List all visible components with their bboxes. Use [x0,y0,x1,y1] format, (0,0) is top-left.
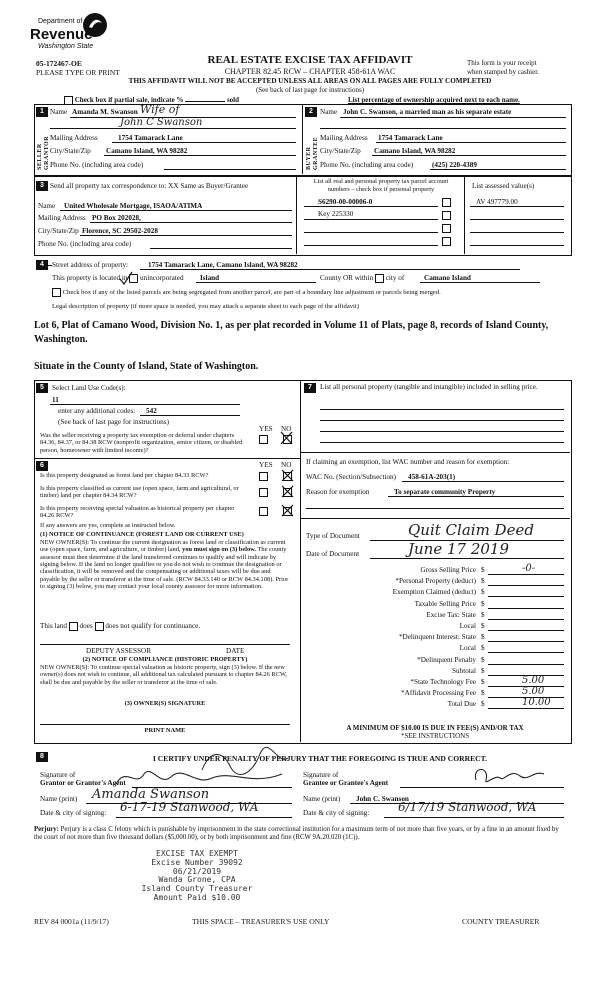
notice2-text: NEW OWNER(S): To continue special valuation as historic property, sign (3) below. If the new owner(s) does not wish to continue, all additional tax calculated pursuant to chapter 84.26 RCW, shall be due and payable by the seller or transferor at the time of sale. [40,664,287,686]
seller-name-hand2: John C Swanson [120,117,203,128]
stamp-line3: 06/21/2019 [172,866,222,876]
s6-q3-check-mark [281,504,295,518]
dept-line3: Washington State [38,43,94,50]
notice1-b: you must sign on (3) below. [182,546,257,554]
dept-line1: Department of [38,18,83,25]
s6-q1-yes[interactable] [259,472,268,481]
see-instructions: *SEE INSTRUCTIONS [400,732,470,740]
assessed-row-1[interactable]: AV 497779.00 [476,198,518,206]
doc-date-label: Date of Document [306,550,360,558]
perjury-text [34,826,564,842]
wac-label: WAC No. (Section/Subsection) [306,473,397,481]
if-yes-note: If any answers are yes, complete as instructed below. [40,522,176,529]
exemption-question: Was the seller receiving a property tax exemption or deferral under chapters 84.36, 84.37, or 84.38 RCW (nonprofit organization, senior citizen, or disabled person, homeowner with limited income)? [40,432,243,454]
section-1-number: 1 [36,107,48,117]
land-use-see-back: (See back of last page for instructions) [58,418,169,426]
exemption-claim-label: If claiming an exemption, list WAC number and reason for exemption: [306,458,510,466]
street-label: Street address of property: [52,261,129,269]
form-title: REAL ESTATE EXCISE TAX AFFIDAVIT [207,54,413,66]
fee-underline [488,708,564,709]
grantor-sig-label2: Grantor or Grantor's Agent [40,779,126,787]
s6-q3: Is this property receiving special valuation as historical property per chapter 84.26 RCW? [40,505,235,520]
reason-value[interactable]: To separate community Property [394,488,496,496]
fee-value[interactable]: 5.00 [522,686,545,698]
minimum-note: A MINIMUM OF $10.00 IS DUE IN FEE(S) AND/OR TAX [346,724,524,732]
s6-q1-check-mark [281,469,295,483]
section-8-number: 8 [36,752,48,762]
parcels-header2: numbers – check box if personal property [327,186,435,193]
land-use-label: Select Land Use Code(s): [52,384,126,392]
s6-no: NO [281,461,292,469]
tax-corr-city-value[interactable]: Florence, SC 29502-2028 [82,227,158,235]
grantee-name-print-label: Name (print) [303,795,341,803]
tax-corr-label: Send all property tax correspondence to: XX Same as Buyer/Grantee [50,182,249,190]
fee-currency: $ [481,599,485,608]
unincorporated-check-mark [119,272,133,286]
seller-city-label: City/State/Zip [50,147,91,155]
section-5-number: 5 [36,383,48,393]
doc-date-value[interactable]: June 17 2019 [408,540,510,558]
parcel-row-4-checkbox[interactable] [442,237,451,246]
assessed-header: List assessed value(s) [472,182,535,190]
grantee-signature [470,764,550,788]
ownership-note: List percentage of ownership acquired next to each name. [348,96,520,104]
grantor-name-print-label: Name (print) [40,795,78,803]
grantor-date-city-label: Date & city of signing: [40,809,107,817]
buyer-phone-value[interactable]: (425) 220-4389 [432,161,477,169]
s5-yes: YES [259,425,273,433]
revenue-logo [30,12,110,52]
city-of-checkbox[interactable] [375,274,384,283]
fee-currency: $ [481,622,485,630]
tax-corr-name-label: Name [38,202,56,210]
footer-treasurer: COUNTY TREASURER [462,917,540,926]
fee-underline [488,596,564,597]
this-land-row [40,622,200,631]
notice1-c: The county assessor must then determine if the land transferred continues to qualify and will indicate by signing below. If the land no longer qualifies or you do not wish to continue the designation or classification, it will be removed and the compensating or additional taxes will be due and payable by the seller or transferor at the time of sale. (RCW 84.33.140 or RCW 84.34.108). Prior to signing (3) below, you may contact your local county assessor for more information. [40,546,289,591]
doc-type-value[interactable]: Quit Claim Deed [408,521,534,539]
situate-text: Situate in the County of Island, State of Washington. [34,361,259,372]
s5-no: NO [281,425,292,433]
parcel-row-1-checkbox[interactable] [442,198,451,207]
buyer-name-label: Name [320,108,338,116]
personal-property-label: List all personal property (tangible and intangible) included in selling price. [320,383,538,391]
fee-currency: $ [481,678,485,686]
parcel-row-1[interactable]: S6290-00-00006-0 [318,198,373,206]
notice2-title: (2) NOTICE OF COMPLIANCE (HISTORIC PROPERTY) [82,656,248,663]
fee-label: Gross Selling Price [420,566,476,574]
parcel-row-2[interactable]: Key 225330 [318,210,354,218]
unincorporated-label: unincorporated [140,274,184,283]
owner-signature-label: (3) OWNER(S) SIGNATURE [124,700,206,707]
seller-phone-label: Phone No. (including area code) [50,161,144,169]
fee-label: Taxable Selling Price [414,599,476,608]
s6-q2-check-mark [281,485,295,499]
stamp-line6: Amount Paid $10.00 [153,892,241,902]
form-code: 05-172467-OE [36,59,82,68]
additional-codes-value[interactable]: 542 [146,407,157,415]
does-not-checkbox[interactable] [95,622,104,631]
does-label: does [79,622,93,631]
tax-corr-mailing-label: Mailing Address [38,214,86,222]
grantee-date-city-label: Date & city of signing: [303,809,370,817]
parcels-header1: List all real and personal property tax parcel account [313,178,449,185]
s5-no-check-mark [280,430,294,446]
buyer-mailing-label: Mailing Address [320,134,368,142]
fee-label: *Personal Property (deduct) [395,577,476,586]
located-row [52,274,184,283]
form-warning: THIS AFFIDAVIT WILL NOT BE ACCEPTED UNLESS ALL AREAS ON ALL PAGES ARE FULLY COMPLETED [128,77,492,85]
county-or-row [320,274,404,283]
fee-underline [488,608,564,609]
buyer-city-label: City/State/Zip [320,147,361,155]
buyer-city-value[interactable]: Camano Island, WA 98282 [374,147,456,155]
grantor-date-city-value[interactable]: 6-17-19 Stanwood, WA [120,800,259,814]
doc-type-label: Type of Document [306,532,360,540]
located-label: This property is located in [52,274,128,283]
seller-name-hand: Wife of [140,103,180,116]
grantee-sig-label1: Signature of [303,771,339,779]
tax-corr-phone-label: Phone No. (including area code) [38,240,132,248]
s6-q2: Is this property classified as current use (open space, farm and agricultural, or timber) land per chapter 84.34 RCW? [40,485,239,500]
fee-value[interactable]: -0- [522,563,536,574]
land-use-code[interactable]: 11 [52,396,59,404]
grantee-name-print-value[interactable]: John C. Swanson [356,795,409,803]
fee-label: Total Due [447,700,476,709]
perjury-body: Perjury is a class C felony which is punishable by imprisonment in the state correctional institution for a maximum term of not more than five years, or by a fine in an amount fixed by the court of not more than five thousand dollars ($5,000.00), or by both imprisonment and fine (RCW 9A.20.020 (1C)). [34,826,559,841]
additional-codes-label: enter any additional codes: [58,407,136,415]
footer-space: THIS SPACE – TREASURER'S USE ONLY [192,917,330,926]
parcel-row-2-checkbox[interactable] [442,211,451,220]
seller-mailing-label: Mailing Address [50,134,98,142]
fee-underline [488,574,564,575]
fee-value[interactable]: 5.00 [522,675,545,686]
fee-label: Local [459,644,476,653]
reason-label: Reason for exemption [306,488,370,496]
tax-corr-mailing-value[interactable]: PO Box 202028, [92,214,141,222]
section-6-number: 6 [36,461,48,471]
s5-yes-checkbox[interactable] [259,435,268,444]
street-value[interactable]: 1754 Tamarack Lane, Camano Island, WA 98282 [148,261,298,269]
s6-yes: YES [259,461,273,469]
partial-sale-sold: sold [226,96,240,105]
fee-value[interactable]: 10.00 [522,697,551,709]
fee-label: *Delinquent Penalty [417,655,476,664]
does-not-label: does not qualify for continuance. [105,622,201,631]
buyer-phone-label: Phone No. (including area code) [320,161,414,169]
perjury-label: Perjury: [34,826,59,833]
stamp-line4: Wanda Grone, CPA [158,875,236,885]
certify-text: I CERTIFY UNDER PENALTY OF PERJURY THAT THE FOREGOING IS TRUE AND CORRECT. [152,754,488,763]
notice1-a: NEW OWNER(S): To continue the current designation as forest land or classification as current use (open space, farm, and agriculture, or timber) land, [40,539,286,554]
fee-currency: $ [481,655,485,664]
parcel-row-3-checkbox[interactable] [442,224,451,233]
fee-currency: $ [481,666,485,675]
seller-name-label: Name [50,108,68,116]
dept-line2: Revenue [30,26,93,43]
grantor-sig-label1: Signature of [40,771,76,779]
this-land-label: This land [40,622,67,631]
grantee-date-city-value[interactable]: 6/17/19 Stanwood, WA [398,800,537,814]
notice1-text [40,539,290,591]
fee-underline [488,664,564,665]
section-7-number: 7 [304,383,316,393]
seller-side-label: SELLER GRANTOR [37,135,50,170]
grantor-name-print-value[interactable]: Amanda Swanson [92,787,210,802]
stamp-line5: Island County Treasurer [141,884,253,894]
partial-sale-label: Check box if partial sale, indicate % [74,96,184,105]
fee-label: *Affidavit Processing Fee [401,689,476,698]
notice1-title: (1) NOTICE OF CONTINUANCE (FOREST LAND OR CURRENT USE) [40,531,244,538]
tax-corr-name-value[interactable]: United Wholesale Mortgage, ISAOA/ATIMA [64,202,203,210]
legal-description: Lot 6, Plat of Camano Wood, Division No. 1, as per plat recorded in Volume 11 of Plats, page 8, records of Island County, Washington. [34,320,549,345]
county-or-label: County OR within [320,274,374,283]
fee-currency: $ [481,588,485,597]
city-value[interactable]: Camano Island [424,274,471,282]
fee-label: Excise Tax: State [426,610,476,619]
grantee-sig-label2: Grantee or Grantee's Agent [303,779,389,787]
buyer-side-label: BUYER GRANTEE [306,136,319,170]
fee-currency: $ [481,566,485,574]
tax-corr-city-label: City/State/Zip [38,227,79,235]
buyer-mailing-value[interactable]: 1754 Tamarack Lane [378,134,443,142]
treasurer-stamp [122,850,272,903]
receipt-note1: This form is your receipt [467,59,537,67]
fee-underline [488,585,564,586]
form-chapter: CHAPTER 82.45 RCW – CHAPTER 458-61A WAC [224,67,396,76]
form-see-back: (See back of last page for instructions) [255,86,365,94]
segregated-label: Check box if any of the listed parcels are being segregated from another parcel, are part of a boundary line adjustment or parcels being merged. [62,289,441,297]
legal-label: Legal description of property (if more space is needed, you may attach a separate sheet to each page of the affidavit) [52,303,359,310]
seller-mailing-value[interactable]: 1754 Tamarack Lane [118,134,183,142]
fee-label: *State Technology Fee [410,678,476,686]
fee-currency: $ [481,689,485,698]
fee-currency: $ [481,700,485,709]
stamp-line1: EXCISE TAX EXEMPT [156,849,238,858]
city-of-label: city of [385,274,405,283]
s6-q3-yes[interactable] [259,507,268,516]
does-checkbox[interactable] [69,622,78,631]
buyer-name-value[interactable]: John C. Swanson, a married man as his separate estate [343,108,512,116]
fee-currency: $ [481,644,485,653]
fee-label: Local [459,622,476,630]
county-value[interactable]: Island [200,274,220,282]
section-4-number: 4 [36,260,48,270]
fee-label: Subtotal [452,666,476,675]
please-type: PLEASE TYPE OR PRINT [36,68,120,77]
fee-underline [488,652,564,653]
fee-underline [488,641,564,642]
deputy-assessor: DEPUTY ASSESSOR [86,647,152,655]
receipt-note2: when stamped by cashier. [467,68,539,76]
fee-underline [488,619,564,620]
fee-currency: $ [481,610,485,619]
fee-label: *Delinquent Interest: State [398,633,476,642]
seller-city-value[interactable]: Camano Island, WA 98282 [106,147,188,155]
footer-rev: REV 84 0001a (11/9/17) [34,917,109,926]
fee-currency: $ [481,577,485,586]
s6-q2-yes[interactable] [259,488,268,497]
section-2-number: 2 [305,107,317,117]
seller-name-value[interactable]: Amanda M. Swanson [72,108,138,116]
fee-underline [488,630,564,631]
s6-q1: Is this property designated as forest land per chapter 84.33 RCW? [40,472,209,479]
print-name-label: PRINT NAME [144,727,186,734]
wac-value[interactable]: 458-61A-203(1) [408,473,456,481]
section-3-number: 3 [36,181,48,191]
stamp-line2: Excise Number 39092 [151,857,243,867]
segregated-row [52,288,572,297]
segregated-checkbox[interactable] [52,288,61,297]
deputy-date: DATE [226,647,245,655]
fee-currency: $ [481,633,485,642]
fee-label: Exemption Claimed (deduct) [392,588,476,597]
